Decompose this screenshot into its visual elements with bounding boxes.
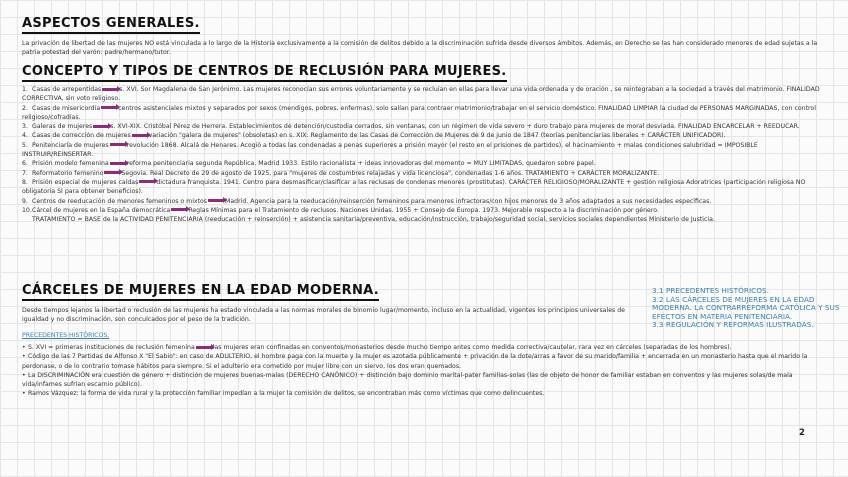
sidebar-item: 3.3 REGULACIÓN Y REFORMAS ILUSTRADAS. <box>652 320 814 330</box>
sidebar-item: 3.1 PRECEDENTES HISTÓRICOS. <box>652 286 769 295</box>
arrow-icon <box>93 125 109 128</box>
list-item: 7. Reformatorio femenino Segovia. Real Decreto de 29 de agosto de 1925, para "mujeres de costumbres relajadas y vida licenciosa", condenadas 1-6 años. TRATAMIENTO + CARÁCTER MORALIZANTE. <box>22 169 660 177</box>
list-item: 3. Galeras de mujeres s. XVI-XIX. Cristóbal Pérez de Herrera. Establecimientos de detención/custodia cerrados, sin ventanas, con un régimen de vida severo + duro trabajo para mujeres de moral desviada. FINALIDAD ENCARCELAR + REEDUCAR. <box>22 123 800 131</box>
paragraph-carceles-intro: Desde tiempos lejanos la libertad o reclusión de las mujeres ha estado vinculada a las normas morales de binomio lugar/momento, incluso en la actualidad, vigentes los principios universales de igualdad y no discriminación, son conculcados por el peso de la tradición. <box>22 307 625 324</box>
list-item: 4. Casas de corrección de mujeres variación "galera de mujeres" (obsoletas) en s. XIX: Reglamento de las Casas de Corrección de Mujeres de 9 de junio de 1847 (teorías penitenciarias liberales + CARÁCTER UNIFICADOR). <box>22 132 726 140</box>
tratamiento-note: TRATAMIENTO = BASE de la ACTIVIDAD PENITENCIARIA (reeducación + reinserción) + asistencia sanitaria/preventiva, educación/instrucción, trabajo/seguridad social, servicios sociales dependientes Ministerio de Justicia. <box>32 216 715 224</box>
list-item: • Ramos Vázquez: la forma de vida rural y la protección familiar impedían a la mujer la comisión de delitos, se encontraban más como víctimas que como delincuentes. <box>22 390 545 398</box>
sidebar-item: 3.2 LAS CÁRCELES DE MUJERES EN LA EDAD MODERNA. LA CONTRARREFORMA CATÓLICA Y SUS EFECTOS EN MATERIA PENITENCIARIA. <box>652 294 840 321</box>
arrow-icon <box>104 171 120 174</box>
list-item: • S. XVI = primeras instituciones de reclusión femenina las mujeres eran confinadas en conventos/monasterios desde mucho tiempo antes como medida correctiva/cautelar, rara vez en cárceles (separadas de los hombres). <box>22 344 732 351</box>
list-item: • La DISCRIMINACIÓN era cuestión de género + distinción de mujeres buenas-malas (DERECHO CANÓNICO) + distinción bajo dominio marital-pater familias-solas (las de objeto de honor de familiar estaban en conventos y las mujeres solas/de mala vida/infames sufrían escarnio público). <box>22 371 793 389</box>
arrow-icon <box>196 346 212 349</box>
list-item: • Código de las 7 Partidas de Alfonso X "El Sabio": en caso de ADULTERIO, el hombre paga con la muerte y la mujer es azotada públicamente + privación de la dote/arras a favor de su marido/familia + encerrada en un monasterio hasta que el marido la perdonase, o de lo contrario tomase hábitos para siempre. Si el adulterio era cometido por mujer libre con un siervo, los dos eran quemados. <box>22 353 808 370</box>
sidebar-outline <box>652 287 848 330</box>
heading-concepto-tipos: CONCEPTO Y TIPOS DE CENTROS DE RECLUSIÓN PARA MUJERES. <box>22 64 507 82</box>
arrow-icon <box>139 180 155 183</box>
list-item: 9. Centros de reeducación de menores femeninos o mixtos Madrid. Agencia para la reeducación/reinserción femeninos para menores infractoras/con hijos menores de 3 años adaptados a sus necesidades específicas. <box>22 197 712 205</box>
list-item: 10.Cárcel de mujeres en la España democrática Reglas Mínimas para el Tratamiento de reclusos. Naciones Unidas. 1955 + Consejo de Europa. 1973. Mejorable respecto a la discriminación por género. <box>22 206 659 214</box>
list-item: 2. Casas de misericordia centros asistenciales mixtos y separados por sexos (mendigos, pobres, enfermas), solo salían para contraer matrimonio/trabajar en el servicio doméstico. FINALIDAD LIMPIAR la ciudad de PERSONAS MARGINADAS, con control religioso/cofradías. <box>22 104 816 121</box>
arrow-icon <box>171 208 187 211</box>
page-number: 2 <box>799 428 805 438</box>
heading-aspectos-generales: ASPECTOS GENERALES. <box>22 16 200 34</box>
list-item: 8. Prisión especial de mujeres caídas dictadura franquista. 1941. Centro para desmasificar/clasificar a las reclusas de condenas menores (prostitutas). CARÁCTER RELIGIOSO/MORALIZANTE + gestión religiosa Adoratrices (participación religiosa NO obligatoria SI para obtener beneficios). <box>22 178 806 196</box>
arrow-icon <box>101 106 117 109</box>
heading-carceles-edad-moderna: CÁRCELES DE MUJERES EN LA EDAD MODERNA. <box>22 283 379 301</box>
paragraph-aspectos: La privación de libertad de las mujeres NO está vinculada a lo largo de la Historia exclusivamente a la comisión de delitos debido a la discriminación sufrida desde diversos ámbitos. Además, en Derecho se las han considerado menores de edad sujetas a la patria potestad del varón: padre/hermano/tutor. <box>22 40 818 57</box>
arrow-icon <box>110 162 126 165</box>
list-item: 6. Prisión modelo femenina reforma penitenciaria segunda República. Madrid 1933. Estilo racionalista + ideas innovadoras del momento = MUY LIMITADAS, quedaron sobre papel. <box>22 160 596 168</box>
link-precedentes-historicos[interactable]: PRECEDENTES HISTÓRICOS. <box>22 332 110 339</box>
arrow-icon <box>132 134 148 137</box>
list-item: 5. Penitenciaría de mujeres revolución 1868. Alcalá de Henares. Acogió a todas las condenadas a penas superiores a prisión mayor (el resto en el prisiones de partidos), el hacinamiento + malas condiciones salubridad = IMPOSIBLE INSTRUIR/REINSERTAR. <box>22 141 758 159</box>
list-item: 1. Casas de arrepentidas s. XVI. Sor Magdalena de San Jerónimo. Las mujeres reconocían sus errores voluntariamente y se recluían en ellas para llevar una vida ordenada y de oración , se reintegraban a la sociedad a través del matrimonio. FINALIDAD CORRECTIVA, sin voto religioso. <box>22 86 820 103</box>
arrow-icon <box>110 143 126 146</box>
arrow-icon <box>102 88 118 91</box>
arrow-icon <box>208 199 224 202</box>
precedentes-bullets <box>22 343 812 399</box>
centros-list <box>22 85 822 224</box>
